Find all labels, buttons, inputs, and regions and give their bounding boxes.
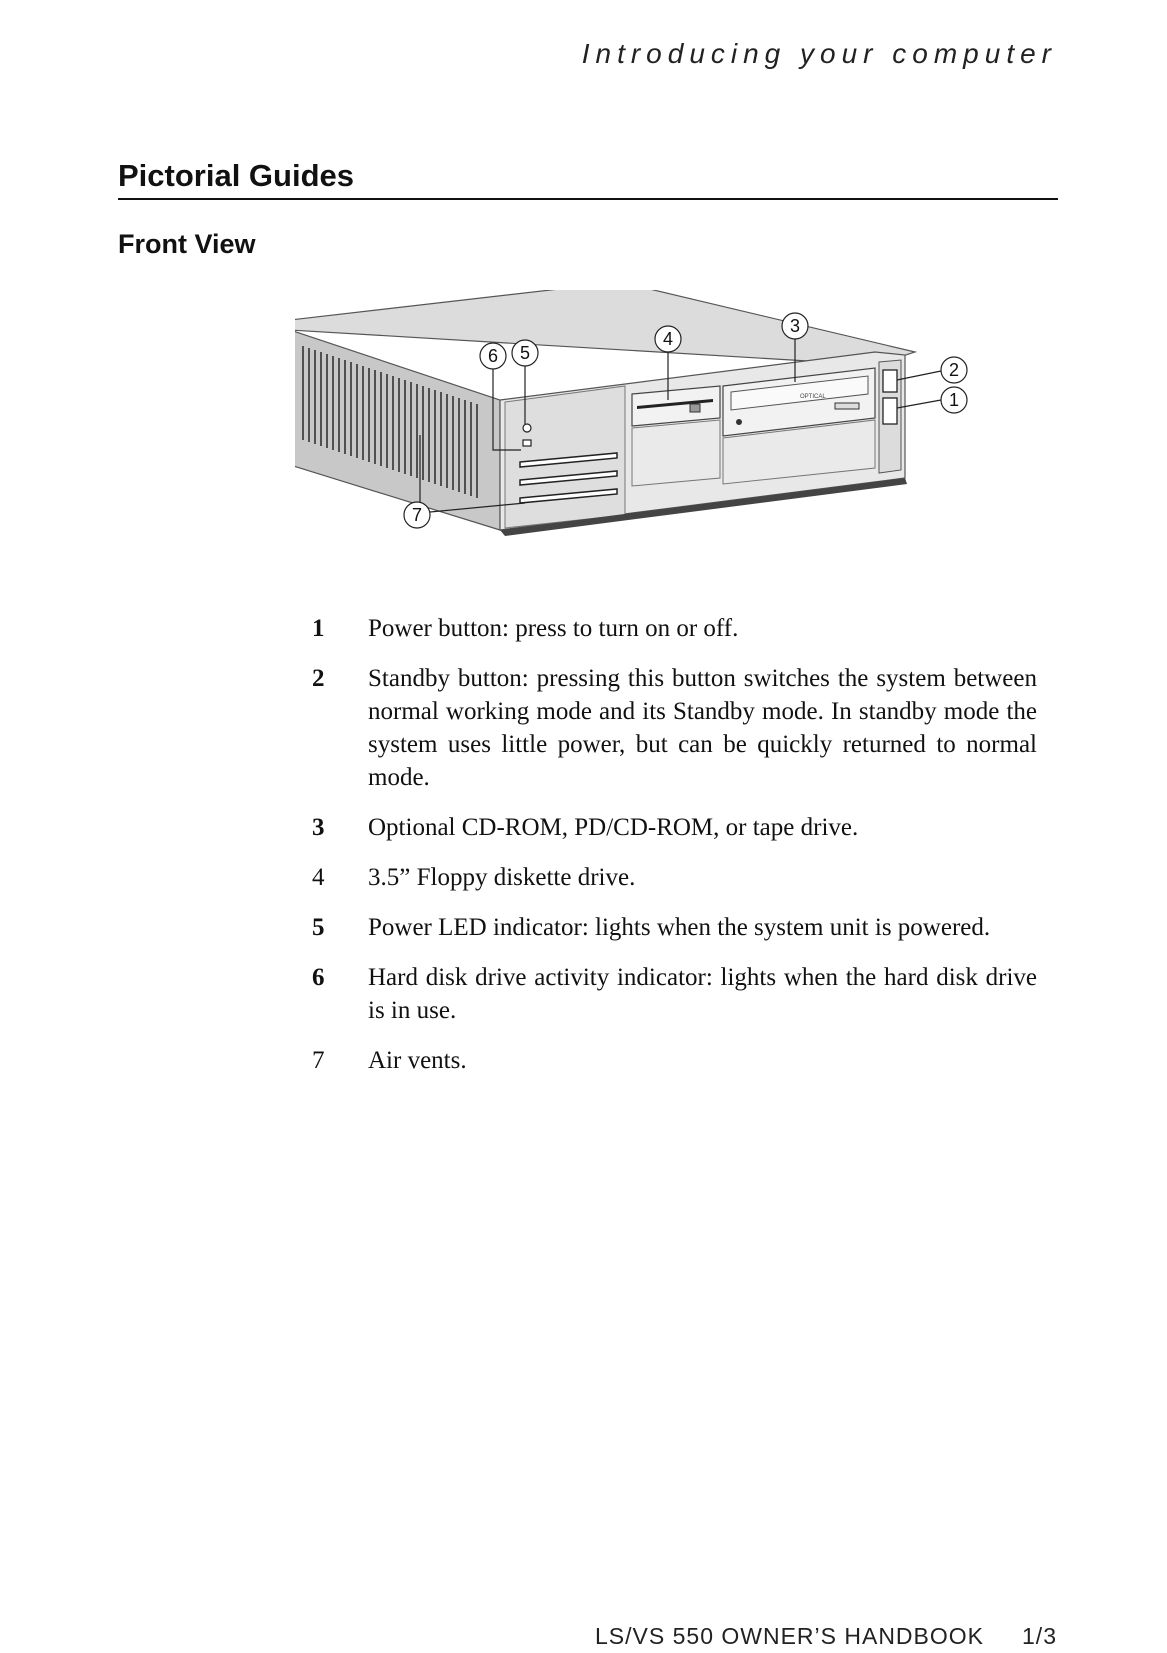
item-text: 3.5” Floppy diskette drive. [368,864,636,891]
subsection-title: Front View [118,229,256,259]
item-text: Air vents. [368,1047,467,1074]
section-title: Pictorial Guides [118,158,1058,200]
legend-list [312,612,1037,1094]
list-item [312,1044,1037,1077]
list-item [312,612,1037,645]
list-item [312,911,1037,944]
headphone-jack-icon [736,419,742,425]
cdrom-eject-button [835,403,859,409]
cdrom-logo: OPTICAL [800,394,826,400]
callout-2: 2 [949,360,960,380]
callout-1: 1 [949,390,960,410]
list-item [312,861,1037,894]
list-item [312,811,1037,844]
hdd-led-icon [523,440,531,446]
item-text: Hard disk drive activity indicator: lights when the hard disk drive is in use. [368,964,1037,1024]
item-text: Standby button: pressing this button switches the system between normal working mode and its Standby mode. In standby mode the system uses little power, but can be quickly returned to normal mode. [368,665,1037,791]
item-number: 1 [312,615,325,642]
item-number: 6 [312,964,325,991]
page-footer [595,1623,1057,1650]
floppy-eject-button [690,404,700,412]
handbook-title: LS/VS 550 OWNER’S HANDBOOK [595,1623,985,1649]
callout-7: 7 [412,505,423,525]
item-text: Optional CD-ROM, PD/CD-ROM, or tape drive. [368,814,859,841]
list-item [312,662,1037,794]
standby-button [883,370,897,392]
case-side [295,320,500,530]
callout-3: 3 [790,316,801,336]
callout-5: 5 [520,343,531,363]
floppy-blank-bay [632,420,720,486]
callout-4: 4 [663,329,674,349]
page-number: 1/3 [1022,1623,1057,1649]
power-button [883,398,897,424]
running-head: Introducing your computer [581,38,1057,69]
item-text: Power button: press to turn on or off. [368,615,739,642]
case-top [295,290,915,365]
callout-6: 6 [488,346,499,366]
item-number: 3 [312,814,325,841]
item-text: Power LED indicator: lights when the system unit is powered. [368,914,991,941]
front-view-figure [295,290,1035,570]
power-led-icon [523,424,531,432]
item-number: 4 [312,864,325,891]
computer-front-illustration [295,290,1035,570]
item-number: 2 [312,665,325,692]
item-number: 5 [312,914,325,941]
item-number: 7 [312,1047,325,1074]
list-item [312,961,1037,1027]
